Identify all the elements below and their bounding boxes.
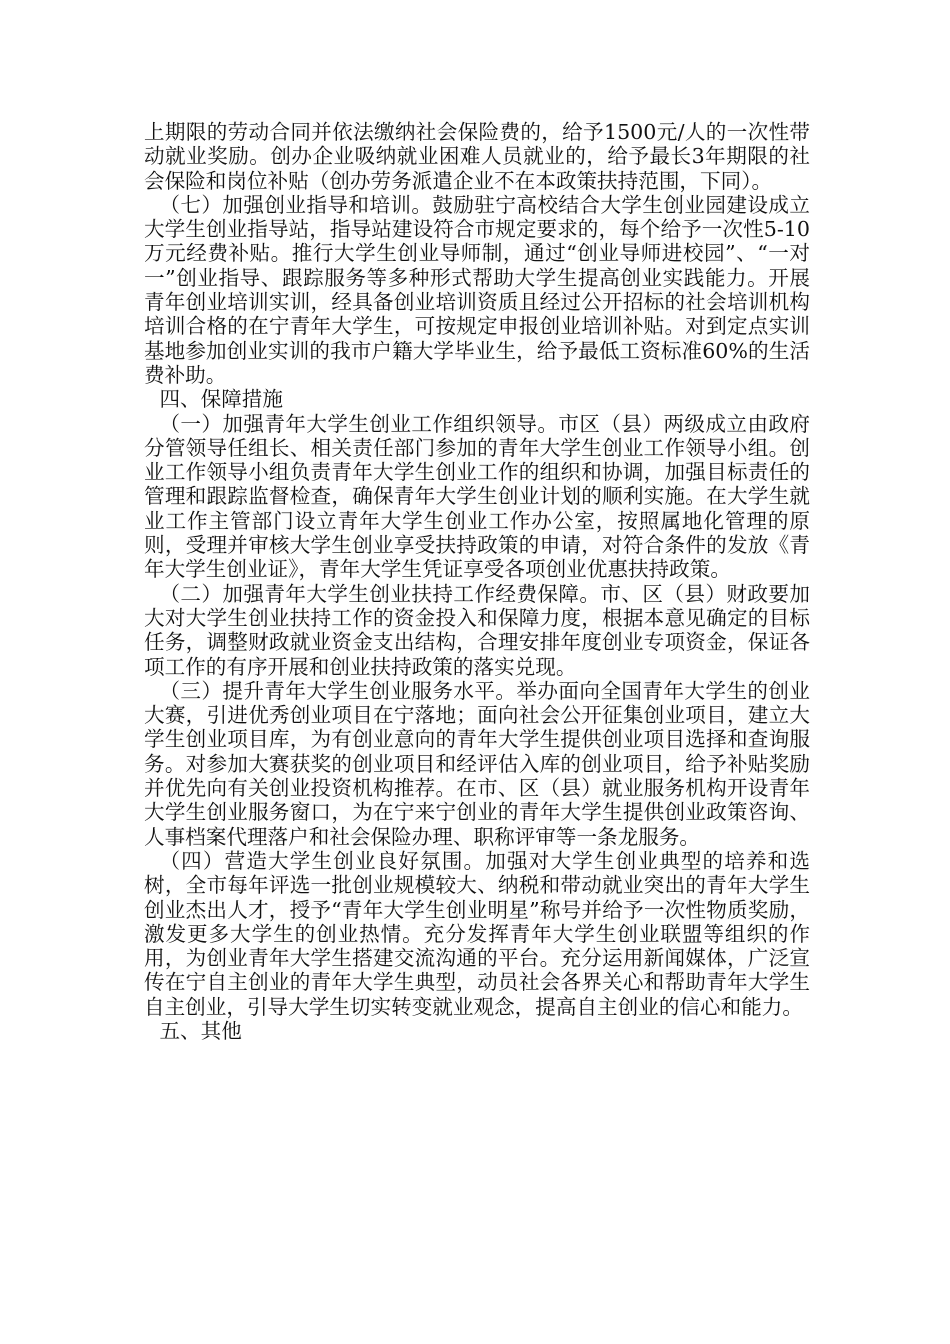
paragraph-social-insurance-subsidy: 上期限的劳动合同并依法缴纳社会保险费的，给予1500元/人的一次性带动就业奖励。创办企业吸纳就业困难人员就业的，给予最长3年期限的社会保险和岗位补贴（创办劳务派遣企业不在本政策扶持范围，下同）。 — [144, 120, 810, 193]
section-heading-safeguards: 四、保障措施 — [159, 387, 283, 412]
paragraph-organizational-leadership: （一）加强青年大学生创业工作组织领导。市区（县）两级成立由政府分管领导任组长、相关责任部门参加的青年大学生创业工作领导小组。创业工作领导小组负责青年大学生创业工作的组织和协调，加强目标责任的管理和跟踪监督检查，确保青年大学生创业计划的顺利实施。在大学生就业工作主管部门设立青年大学生创业工作办公室，按照属地化管理的原则，受理并审核大学生创业享受扶持政策的申请，对符合条件的发放《青年大学生创业证》，青年大学生凭证享受各项创业优惠扶持政策。 — [144, 411, 810, 582]
paragraph-entrepreneurship-guidance: （七）加强创业指导和培训。鼓励驻宁高校结合大学生创业园建设成立大学生创业指导站，指导站建设符合市规定要求的，每个给予一次性5-10万元经费补贴。推行大学生创业导师制，通过“创业导师进校园”、“一对一”创业指导、跟踪服务等多种形式帮助大学生提高创业实践能力。开展青年创业培训实训，经具备创业培训资质且经过公开招标的社会培训机构培训合格的在宁青年大学生，可按规定申报创业培训补贴。对到定点实训基地参加创业实训的我市户籍大学毕业生，给予最低工资标准60%的生活费补助。 — [144, 192, 810, 387]
paragraph-atmosphere: （四）营造大学生创业良好氛围。加强对大学生创业典型的培养和选树，全市每年评选一批创业规模较大、纳税和带动就业突出的青年大学生创业杰出人才，授予“青年大学生创业明星”称号并给予一次性物质奖励，激发更多大学生的创业热情。充分发挥青年大学生创业联盟等组织的作用，为创业青年大学生搭建交流沟通的平台。充分运用新闻媒体，广泛宣传在宁自主创业的青年大学生典型，动员社会各界关心和帮助青年大学生自主创业，引导大学生切实转变就业观念，提高自主创业的信心和能力。 — [144, 848, 810, 1019]
document-page — [144, 120, 810, 1043]
section-heading-other: 五、其他 — [159, 1018, 242, 1043]
paragraph-service-level: （三）提升青年大学生创业服务水平。举办面向全国青年大学生的创业大赛，引进优秀创业项目在宁落地；面向社会公开征集创业项目，建立大学生创业项目库，为有创业意向的青年大学生提供创业项目选择和查询服务。对参加大赛获奖的创业项目和经评估入库的创业项目，给予补贴奖励并优先向有关创业投资机构推荐。在市、区（县）就业服务机构开设青年大学生创业服务窗口，为在宁来宁创业的青年大学生提供创业政策咨询、人事档案代理落户和社会保险办理、职称评审等一条龙服务。 — [144, 678, 810, 849]
paragraph-funding-guarantee: （二）加强青年大学生创业扶持工作经费保障。市、区（县）财政要加大对大学生创业扶持工作的资金投入和保障力度，根据本意见确定的目标任务，调整财政就业资金支出结构，合理安排年度创业专项资金，保证各项工作的有序开展和创业扶持政策的落实兑现。 — [144, 581, 810, 679]
